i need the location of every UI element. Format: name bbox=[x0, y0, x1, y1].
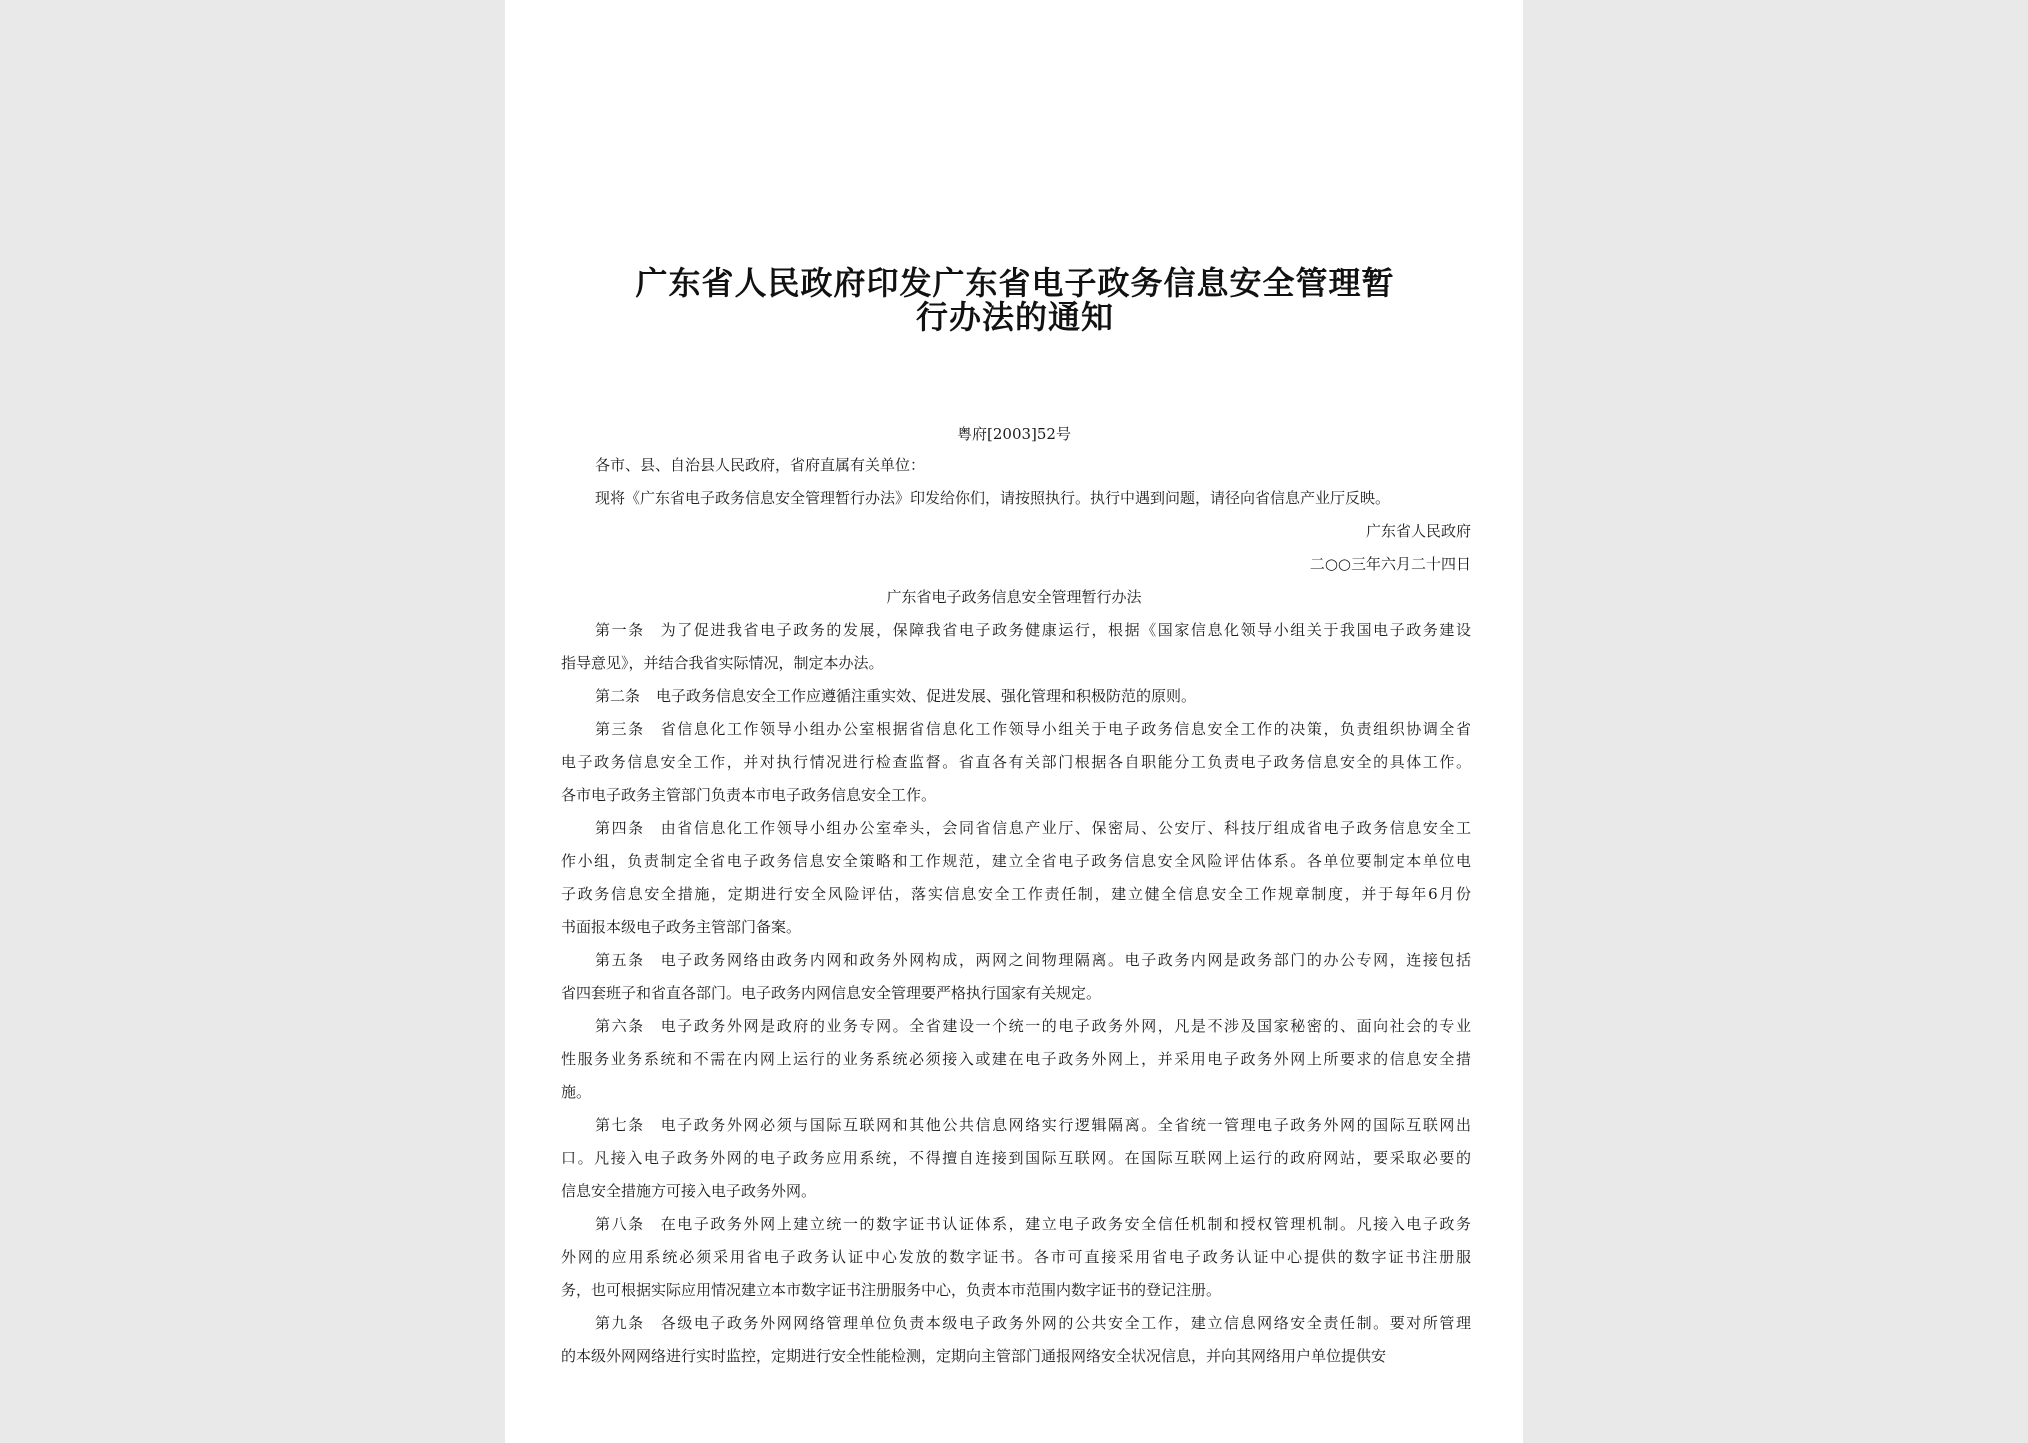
notice-body: 现将《广东省电子政务信息安全管理暂行办法》印发给你们，请按照执行。执行中遇到问题，请径向省信息产业厅反映。 bbox=[595, 489, 1391, 507]
article-text: 各市电子政务主管部门负责本市电子政务信息安全工作。 bbox=[561, 786, 937, 804]
article-line bbox=[561, 845, 1471, 878]
article-text: 作小组，负责制定全省电子政务信息安全策略和工作规范，建立全省电子政务信息安全风险评估体系。各单位要制定本单位电 bbox=[561, 852, 1471, 870]
article-label: 第一条 bbox=[595, 621, 645, 639]
article-line bbox=[561, 1241, 1471, 1274]
article-line bbox=[561, 878, 1471, 911]
article-label: 第五条 bbox=[595, 951, 645, 969]
article-label: 第二条 bbox=[595, 687, 641, 705]
addressee: 各市、县、自治县人民政府，省府直属有关单位： bbox=[595, 456, 926, 474]
issuer: 广东省人民政府 bbox=[1365, 522, 1471, 540]
article-line bbox=[561, 1109, 1471, 1142]
article-line bbox=[561, 746, 1471, 779]
article-line bbox=[561, 680, 1471, 713]
article-text: 的本级外网网络进行实时监控，定期进行安全性能检测，定期向主管部门通报网络安全状况信息，并向其网络用户单位提供安 bbox=[561, 1347, 1387, 1365]
issue-date: 二○○三年六月二十四日 bbox=[1309, 555, 1471, 573]
article-line bbox=[561, 1307, 1471, 1340]
article-line bbox=[561, 1175, 1471, 1208]
article-line bbox=[561, 1076, 1471, 1109]
article-line bbox=[561, 1208, 1471, 1241]
article-label: 第七条 bbox=[595, 1116, 645, 1134]
article-text: 在电子政务外网上建立统一的数字证书认证体系，建立电子政务安全信任机制和授权管理机制。凡接入电子政务 bbox=[660, 1215, 1471, 1233]
article-line bbox=[561, 812, 1471, 845]
document-page bbox=[505, 0, 1523, 1443]
article-line bbox=[561, 647, 1471, 680]
article-text: 电子政务外网必须与国际互联网和其他公共信息网络实行逻辑隔离。全省统一管理电子政务外网的国际互联网出 bbox=[660, 1116, 1471, 1134]
article-text: 信息安全措施方可接入电子政务外网。 bbox=[561, 1182, 817, 1200]
article-text: 省信息化工作领导小组办公室根据省信息化工作领导小组关于电子政务信息安全工作的决策，负责组织协调全省 bbox=[660, 720, 1471, 738]
article-label: 第四条 bbox=[595, 819, 645, 837]
article-line bbox=[561, 1274, 1471, 1307]
article-text: 电子政务信息安全工作，并对执行情况进行检查监督。省直各有关部门根据各自职能分工负责电子政务信息安全的具体工作。 bbox=[561, 753, 1471, 771]
article-text: 电子政务信息安全工作应遵循注重实效、促进发展、强化管理和积极防范的原则。 bbox=[656, 687, 1197, 705]
article-text: 书面报本级电子政务主管部门备案。 bbox=[561, 918, 802, 936]
article-label: 第九条 bbox=[595, 1314, 645, 1332]
article-text: 施。 bbox=[561, 1083, 592, 1101]
document-number: 粤府[2003]52号 bbox=[957, 425, 1071, 443]
article-line bbox=[561, 779, 1471, 812]
document-title-line2: 行办法的通知 bbox=[915, 298, 1114, 336]
article-text: 省四套班子和省直各部门。电子政务内网信息安全管理要严格执行国家有关规定。 bbox=[561, 984, 1102, 1002]
article-line bbox=[561, 713, 1471, 746]
article-label: 第三条 bbox=[595, 720, 645, 738]
article-line bbox=[561, 977, 1471, 1010]
article-label: 第八条 bbox=[595, 1215, 645, 1233]
article-text: 电子政务外网是政府的业务专网。全省建设一个统一的电子政务外网，凡是不涉及国家秘密的、面向社会的专业 bbox=[660, 1017, 1471, 1035]
document-title-line1: 广东省人民政府印发广东省电子政务信息安全管理暂 bbox=[635, 264, 1395, 302]
article-text: 由省信息化工作领导小组办公室牵头，会同省信息产业厅、保密局、公安厅、科技厅组成省电子政务信息安全工 bbox=[660, 819, 1471, 837]
article-line bbox=[561, 1043, 1471, 1076]
article-line bbox=[561, 911, 1471, 944]
article-line bbox=[561, 1010, 1471, 1043]
article-text: 指导意见》，并结合我省实际情况，制定本办法。 bbox=[561, 654, 884, 672]
article-line bbox=[561, 1142, 1471, 1175]
article-text: 电子政务网络由政务内网和政务外网构成，两网之间物理隔离。电子政务内网是政务部门的办公专网，连接包括 bbox=[660, 951, 1471, 969]
article-text: 各级电子政务外网网络管理单位负责本级电子政务外网的公共安全工作，建立信息网络安全责任制。要对所管理 bbox=[660, 1314, 1471, 1332]
article-text: 子政务信息安全措施，定期进行安全风险评估，落实信息安全工作责任制，建立健全信息安全工作规章制度，并于每年6月份 bbox=[561, 885, 1471, 903]
article-label: 第六条 bbox=[595, 1017, 645, 1035]
article-text: 务，也可根据实际应用情况建立本市数字证书注册服务中心，负责本市范围内数字证书的登记注册。 bbox=[561, 1281, 1222, 1299]
article-text: 性服务业务系统和不需在内网上运行的业务系统必须接入或建在电子政务外网上，并采用电子政务外网上所要求的信息安全措 bbox=[561, 1050, 1471, 1068]
article-line bbox=[561, 944, 1471, 977]
article-line bbox=[561, 1340, 1471, 1373]
regulation-title: 广东省电子政务信息安全管理暂行办法 bbox=[886, 588, 1142, 606]
article-text: 外网的应用系统必须采用省电子政务认证中心发放的数字证书。各市可直接采用省电子政务认证中心提供的数字证书注册服 bbox=[561, 1248, 1471, 1266]
article-text: 口。凡接入电子政务外网的电子政务应用系统，不得擅自连接到国际互联网。在国际互联网上运行的政府网站，要采取必要的 bbox=[561, 1149, 1471, 1167]
article-text: 为了促进我省电子政务的发展，保障我省电子政务健康运行，根据《国家信息化领导小组关于我国电子政务建设 bbox=[660, 621, 1471, 639]
article-line bbox=[561, 614, 1471, 647]
